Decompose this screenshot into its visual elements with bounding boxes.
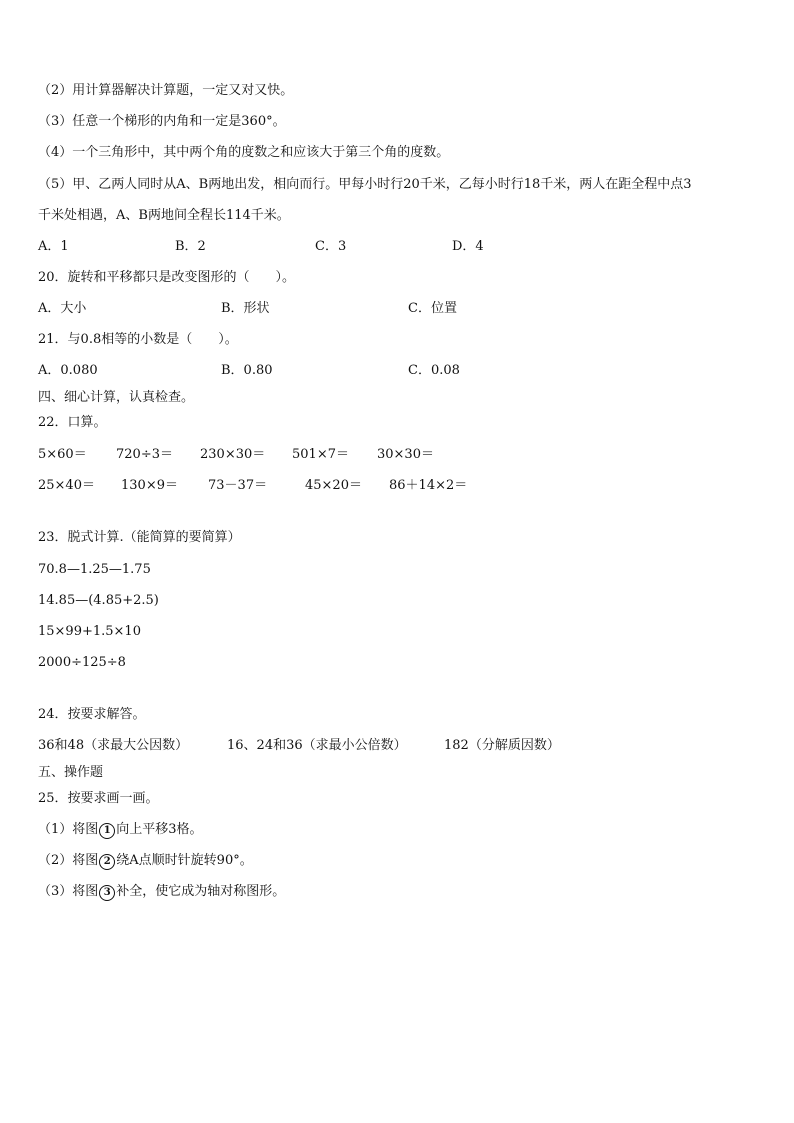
oral-calc-item: 230×30＝ — [200, 447, 266, 462]
question-24-text: 24．按要求解答。 — [38, 707, 146, 722]
question-23-text: 23．脱式计算.（能简算的要简算） — [38, 530, 241, 545]
question-22-text: 22．口算。 — [38, 415, 107, 430]
oral-calc-item: 45×20＝ — [305, 478, 362, 493]
draw-task-prefix: （2）将图 — [38, 853, 99, 868]
circled-number-3: 3 — [99, 885, 115, 901]
oral-calc-item: 720÷3＝ — [116, 447, 173, 462]
oral-calc-item: 5×60＝ — [38, 447, 87, 462]
calc-expression: 15×99+1.5×10 — [38, 624, 141, 639]
draw-task-prefix: （3）将图 — [38, 884, 99, 899]
question-21-text: 21．与0.8相等的小数是（ ）。 — [38, 332, 238, 347]
option-a: A．大小 — [38, 301, 87, 316]
option-b: B．形状 — [221, 301, 270, 316]
question-19-statement-5: （5）甲、乙两人同时从A、B两地出发，相向而行。甲每小时行20千米，乙每小时行18千米，两人在距全程中点3 — [38, 177, 692, 192]
calc-expression: 14.85—(4.85+2.5) — [38, 593, 159, 608]
calc-expression: 2000÷125÷8 — [38, 655, 126, 670]
draw-task-1 — [38, 821, 203, 839]
question-19-statement-3: （3）任意一个梯形的内角和一定是360°。 — [38, 114, 286, 129]
question-20-text: 20．旋转和平移都只是改变图形的（ ）。 — [38, 270, 296, 285]
option-c: C．3 — [315, 239, 347, 254]
option-c: C．位置 — [408, 301, 457, 316]
option-b: B．2 — [175, 239, 206, 254]
oral-calc-item: 86＋14×2＝ — [389, 478, 468, 493]
circled-number-2: 2 — [99, 854, 115, 870]
question-25-text: 25．按要求画一画。 — [38, 791, 159, 806]
q24-item: 36和48（求最大公因数） — [38, 738, 189, 753]
circled-number-1: 1 — [99, 823, 115, 839]
q24-item: 16、24和36（求最小公倍数） — [227, 738, 407, 753]
calc-expression: 70.8—1.25—1.75 — [38, 562, 151, 577]
option-d: D．4 — [452, 239, 484, 254]
option-c: C．0.08 — [408, 363, 460, 378]
draw-task-prefix: （1）将图 — [38, 822, 99, 837]
oral-calc-item: 73－37＝ — [208, 478, 268, 493]
section-4-heading: 四、细心计算，认真检查。 — [38, 390, 195, 405]
q24-item: 182（分解质因数） — [444, 738, 560, 753]
oral-calc-item: 130×9＝ — [121, 478, 178, 493]
draw-task-2 — [38, 852, 253, 870]
section-5-heading: 五、操作题 — [38, 765, 104, 780]
draw-task-suffix: 绕A点顺时针旋转90°。 — [116, 853, 253, 868]
option-a: A．1 — [38, 239, 69, 254]
question-19-statement-2: （2）用计算器解决计算题，一定又对又快。 — [38, 83, 294, 98]
question-19-statement-5-continued: 千米处相遇，A、B两地间全程长114千米。 — [38, 208, 290, 223]
draw-task-3 — [38, 883, 285, 901]
oral-calc-item: 501×7＝ — [292, 447, 349, 462]
draw-task-suffix: 补全，使它成为轴对称图形。 — [116, 884, 286, 899]
oral-calc-item: 30×30＝ — [377, 447, 434, 462]
option-b: B．0.80 — [221, 363, 273, 378]
question-19-statement-4: （4）一个三角形中，其中两个角的度数之和应该大于第三个角的度数。 — [38, 145, 450, 160]
draw-task-suffix: 向上平移3格。 — [116, 822, 203, 837]
oral-calc-item: 25×40＝ — [38, 478, 95, 493]
option-a: A．0.080 — [38, 363, 98, 378]
